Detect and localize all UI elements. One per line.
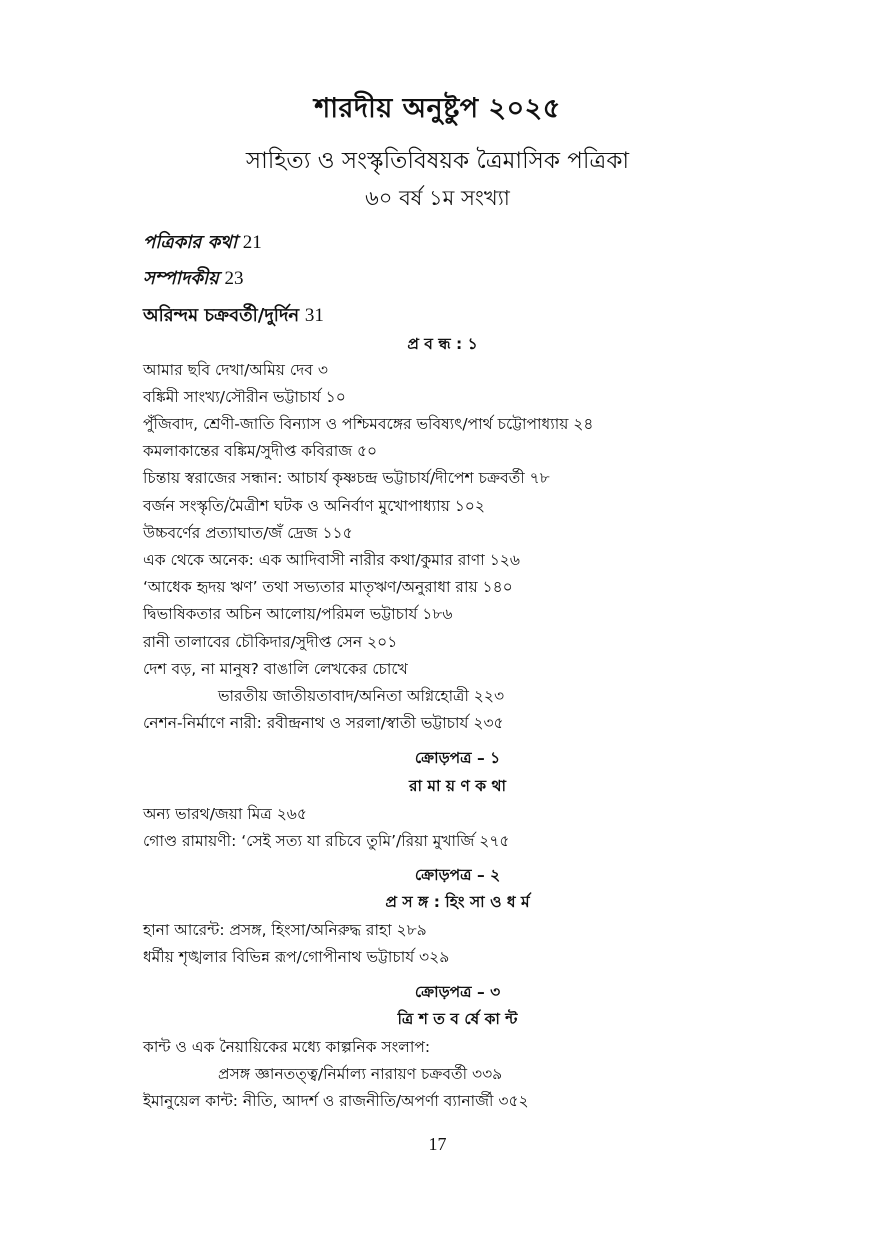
toc-entry: নেশন-নির্মাণে নারী: রবীন্দ্রনাথ ও সরলা/স্বাতী ভট্টাচার্য ২৩৫ [143, 714, 504, 732]
kroda-heading-2: ক্রোড়পত্র – ২ [414, 866, 501, 884]
toc-entry: কমলাকান্তের বঙ্কিম/সুদীপ্ত কবিরাজ ৫০ [143, 442, 378, 460]
toc-entry: আমার ছবি দেখা/অমিয় দেব ৩ [143, 361, 328, 379]
toc-entry: বর্জন সংস্কৃতি/মৈত্রীশ ঘটক ও অনির্বাণ মুখোপাধ্যায় ১০২ [143, 497, 485, 515]
front-item-page: 23 [224, 268, 244, 289]
kroda-heading-3: ক্রোড়পত্র – ৩ [414, 983, 501, 1001]
toc-entry-continuation: ভারতীয় জাতীয়তাবাদ/অনিতা অগ্নিহোত্রী ২২৩ [218, 687, 505, 705]
toc-entry: ধর্মীয় শৃঙ্খলার বিভিন্ন রূপ/গোপীনাথ ভট্টাচার্য ৩২৯ [143, 948, 450, 966]
toc-entry: দ্বিভাষিকতার অচিন আলোয়/পরিমল ভট্টাচার্য ১৮৬ [143, 605, 453, 623]
toc-entry: বঙ্কিমী সাংখ্য/সৌরীন ভট্টাচার্য ১০ [143, 388, 346, 406]
kroda-subheading-ramayan: রা মা য় ণ ক থা [409, 777, 506, 795]
kroda-subheading-hinsa: প্র স ঙ্গ : হিং সা ও ধ র্ম [385, 893, 530, 911]
front-item-page: 31 [304, 305, 324, 326]
toc-entry: গোণ্ড রামায়ণী: ‘সেই সত্য যা রচিবে তুমি’/রিয়া মুখার্জি ২৭৫ [143, 832, 510, 850]
kroda-subheading-kant: ত্রি শ ত ব র্ষে কা ন্ট [397, 1010, 518, 1028]
kroda-heading-1: ক্রোড়পত্র – ১ [414, 749, 501, 767]
toc-entry: ইমানুয়েল কান্ট: নীতি, আদর্শ ও রাজনীতি/অপর্ণা ব্যানার্জী ৩৫২ [143, 1092, 529, 1110]
toc-entry: পুঁজিবাদ, শ্রেণী-জাতি বিন্যাস ও পশ্চিমবঙ্গের ভবিষ্যৎ/পার্থ চট্টোপাধ্যায় ২৪ [143, 415, 594, 433]
toc-entry: হানা আরেন্ট: প্রসঙ্গ, হিংসা/অনিরুদ্ধ রাহা ২৮৯ [143, 921, 427, 939]
front-item-durdin [143, 301, 324, 332]
front-item-page: 21 [242, 232, 262, 253]
magazine-subtitle: সাহিত্য ও সংস্কৃতিবিষয়ক ত্রৈমাসিক পত্রিকা [245, 148, 630, 174]
toc-entry: রানী তালাবের চৌকিদার/সুদীপ্ত সেন ২০১ [143, 633, 398, 651]
issue-number: ৬০ বর্ষ ১ম সংখ্যা [365, 186, 510, 210]
toc-entry: এক থেকে অনেক: এক আদিবাসী নারীর কথা/কুমার রাণা ১২৬ [143, 551, 520, 569]
toc-entry: অন্য ভারথ/জয়া মিত্র ২৬৫ [143, 805, 307, 823]
front-item-label: সম্পাদকীয় [143, 268, 219, 289]
front-item-label: অরিন্দম চক্রবর্তী/দুর্দিন [143, 305, 300, 326]
toc-entry: ‘আধেক হৃদয় ঋণ’ তথা সভ্যতার মাতৃঋণ/অনুরাধা রায় ১৪০ [143, 578, 513, 596]
front-item-label: পত্রিকার কথা [143, 232, 238, 253]
toc-entry-continuation: প্রসঙ্গ জ্ঞানতত্ত্ব/নির্মাল্য নারায়ণ চক্রবর্তী ৩৩৯ [218, 1065, 503, 1083]
page-number: 17 [428, 1134, 447, 1154]
magazine-title: শারদীয় অনুষ্টুপ ২০২৫ [314, 93, 561, 124]
toc-entry: চিন্তায় স্বরাজের সন্ধান: আচার্য কৃষ্ণচন্দ্র ভট্টাচার্য/দীপেশ চক্রবর্তী ৭৮ [143, 469, 550, 487]
front-item-sampadakiya [143, 264, 244, 295]
toc-entry: উচ্চবর্ণের প্রত্যাঘাত/জঁ দ্রেজ ১১৫ [143, 524, 353, 542]
toc-entry: কান্ট ও এক নৈয়ায়িকের মধ্যে কাল্পনিক সংলাপ: [143, 1038, 431, 1056]
toc-entry: দেশ বড়, না মানুষ? বাঙালি লেখকের চোখে [143, 660, 408, 678]
section-heading-prabandha: প্র ব ন্ধ : ১ [407, 335, 478, 353]
front-item-patrikar-katha [143, 228, 262, 259]
